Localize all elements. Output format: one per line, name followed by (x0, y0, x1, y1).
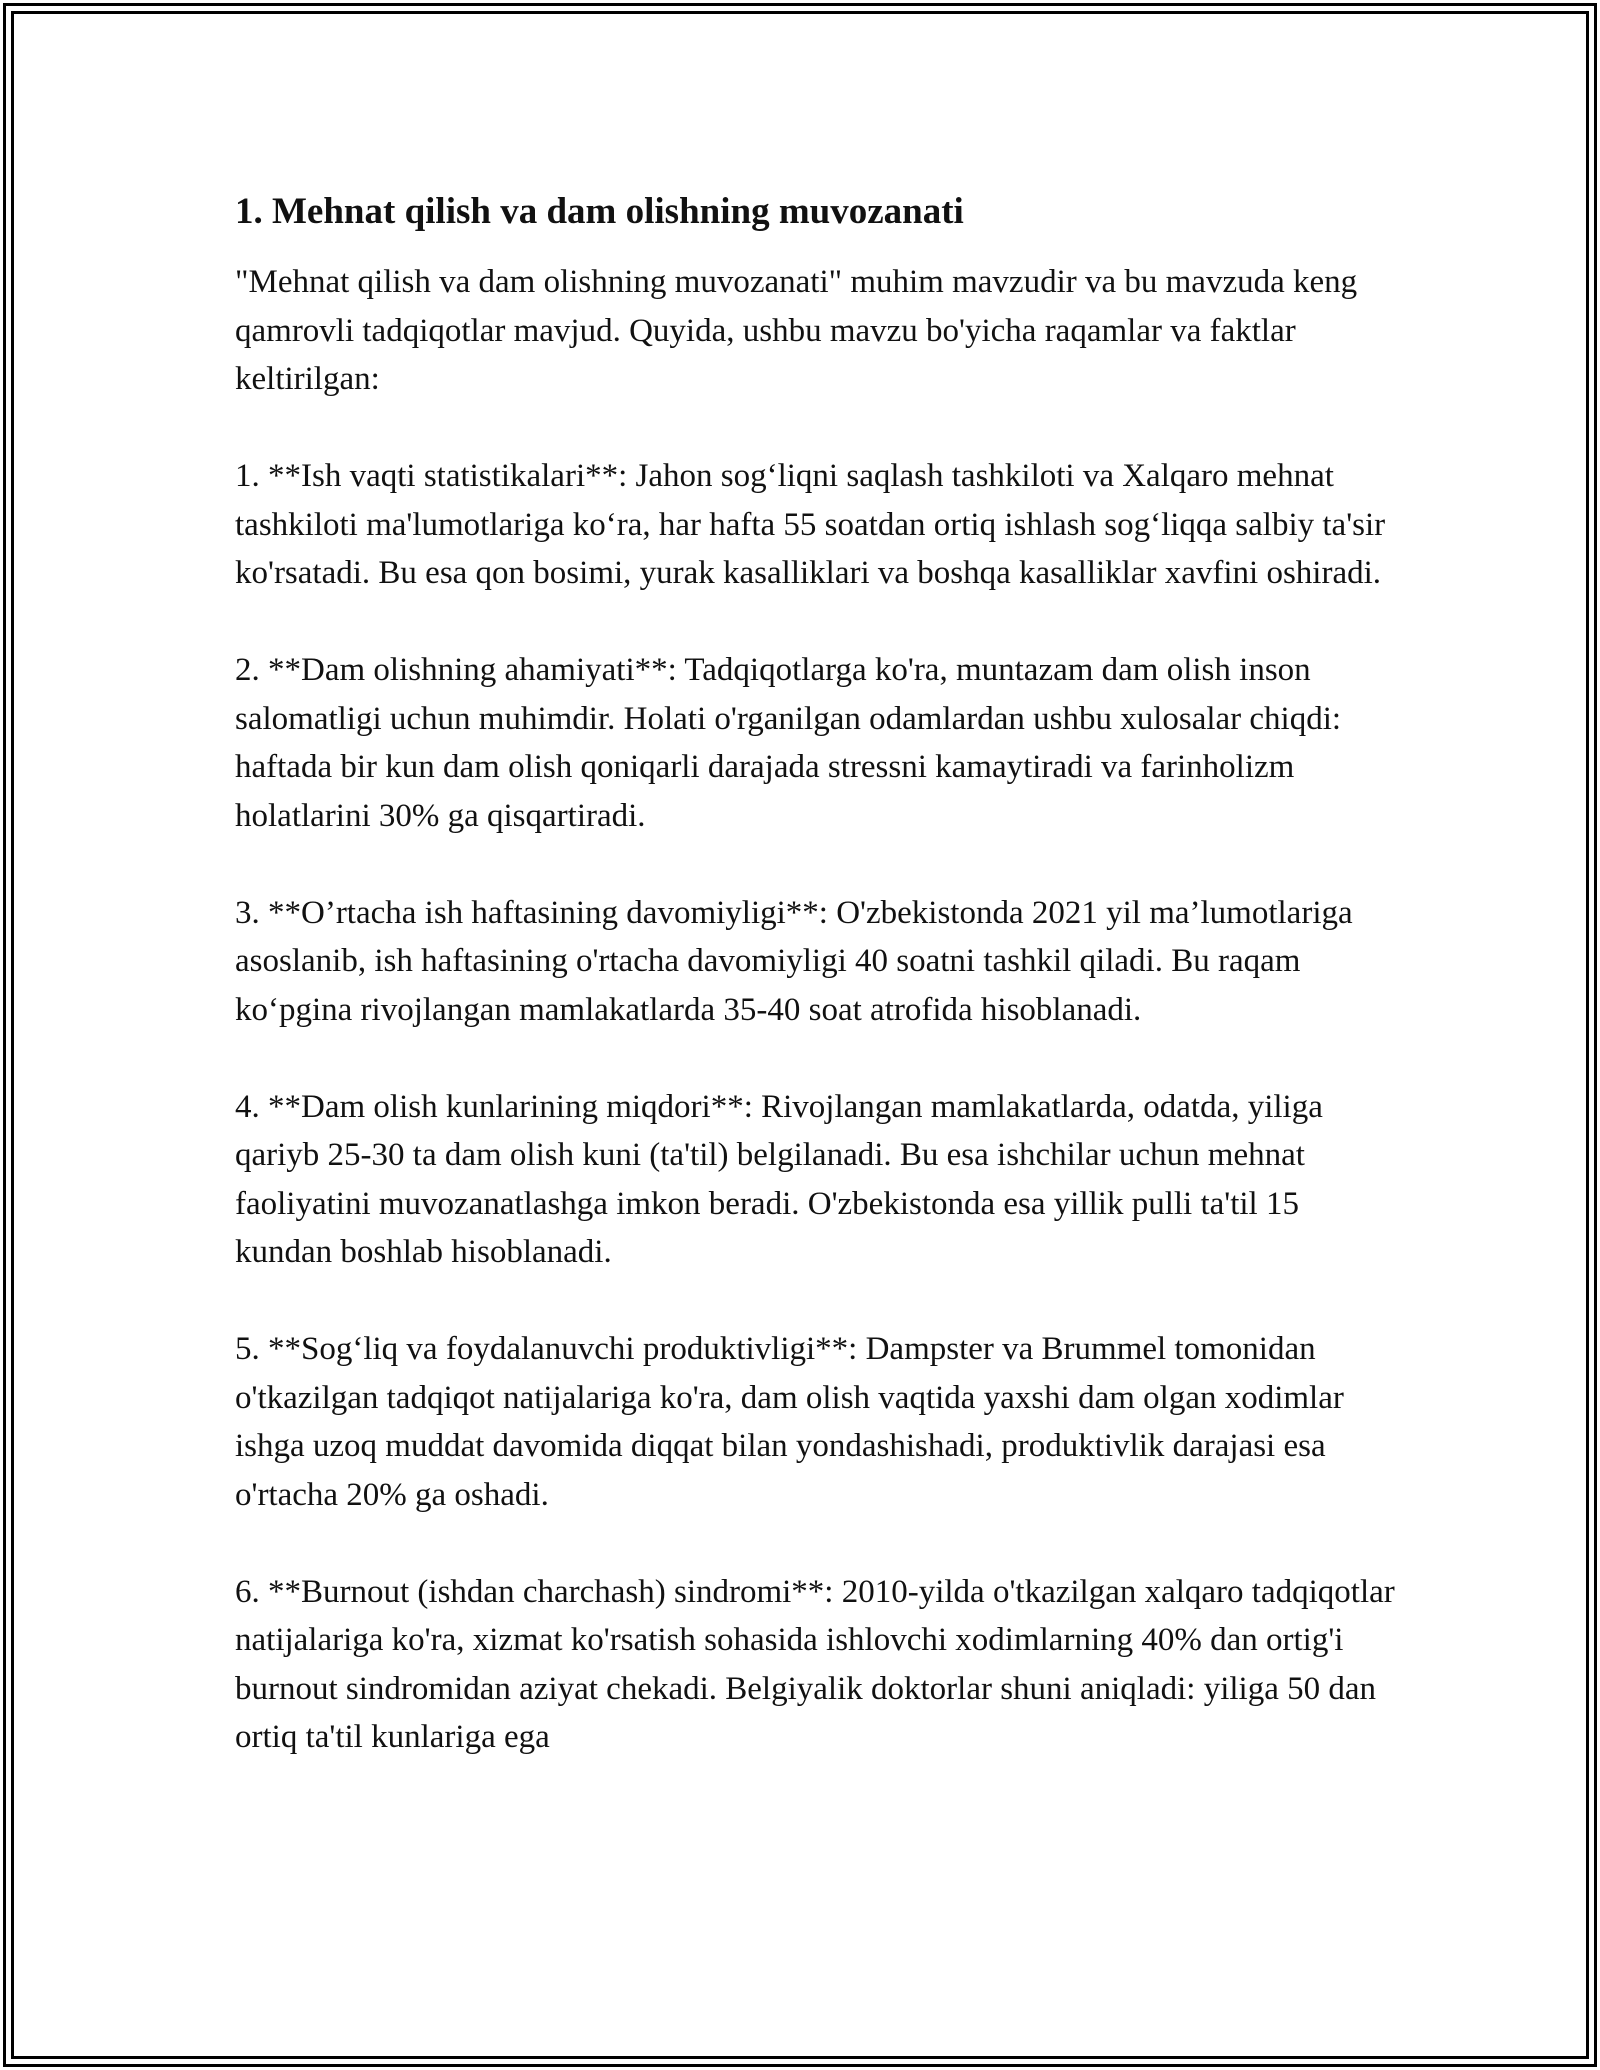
paragraph-work-time-statistics: 1. **Ish vaqti statistikalari**: Jahon sog‘liqni saqlash tashkiloti va Xalqaro mehnat tashkiloti ma'lumotlariga ko‘ra, har hafta 55 soatdan ortiq ishlash sog‘liqqa salbiy ta'sir ko'rsatadi. Bu esa qon bosimi, yurak kasalliklari va boshqa kasalliklar xavfini oshiradi. (235, 458, 1386, 591)
document-title: 1. Mehnat qilish va dam olishning muvozanati (235, 191, 964, 232)
paragraph-importance-of-rest: 2. **Dam olishning ahamiyati**: Tadqiqotlarga ko'ra, muntazam dam olish inson salomatligi uchun muhimdir. Holati o'rganilgan odamlardan ushbu xulosalar chiqdi: haftada bir kun dam olish qoniqarli darajada stressni kamaytiradi va farinholizm holatlarini 30% ga qisqartiradi. (235, 652, 1342, 834)
document-body (235, 188, 1395, 1762)
paragraph-health-productivity: 5. **Sog‘liq va foydalanuvchi produktivligi**: Dampster va Brummel tomonidan o'tkazilgan tadqiqot natijalariga ko'ra, dam olish vaqtida yaxshi dam olgan xodimlar ishga uzoq muddat davomida diqqat bilan yondashishadi, produktivlik darajasi esa o'rtacha 20% ga oshadi. (235, 1331, 1344, 1513)
paragraph-vacation-days: 4. **Dam olish kunlarining miqdori**: Rivojlangan mamlakatlarda, odatda, yiliga qariyb 25-30 ta dam olish kuni (ta'til) belgilanadi. Bu esa ishchilar uchun mehnat faoliyatini muvozanatlashga imkon beradi. O'zbekistonda esa yillik pulli ta'til 15 kundan boshlab hisoblanadi. (235, 1088, 1323, 1270)
intro-paragraph: "Mehnat qilish va dam olishning muvozanati" muhim mavzudir va bu mavzuda keng qamrovli tadqiqotlar mavjud. Quyida, ushbu mavzu bo'yicha raqamlar va faktlar keltirilgan: (235, 264, 1358, 397)
paragraph-burnout-syndrome: 6. **Burnout (ishdan charchash) sindromi**: 2010-yilda o'tkazilgan xalqaro tadqiqotlar natijalariga ko'ra, xizmat ko'rsatish sohasida ishlovchi xodimlarning 40% dan ortig'i burnout sindromidan aziyat chekadi. Belgiyalik doktorlar shuni aniqladi: yiliga 50 dan ortiq ta'til kunlariga ega (235, 1573, 1395, 1755)
paragraph-average-work-week: 3. **O’rtacha ish haftasining davomiyligi**: O'zbekistonda 2021 yil ma’lumotlariga asoslanib, ish haftasining o'rtacha davomiyligi 40 soatni tashkil qiladi. Bu raqam ko‘pgina rivojlangan mamlakatlarda 35-40 soat atrofida hisoblanadi. (235, 894, 1353, 1028)
